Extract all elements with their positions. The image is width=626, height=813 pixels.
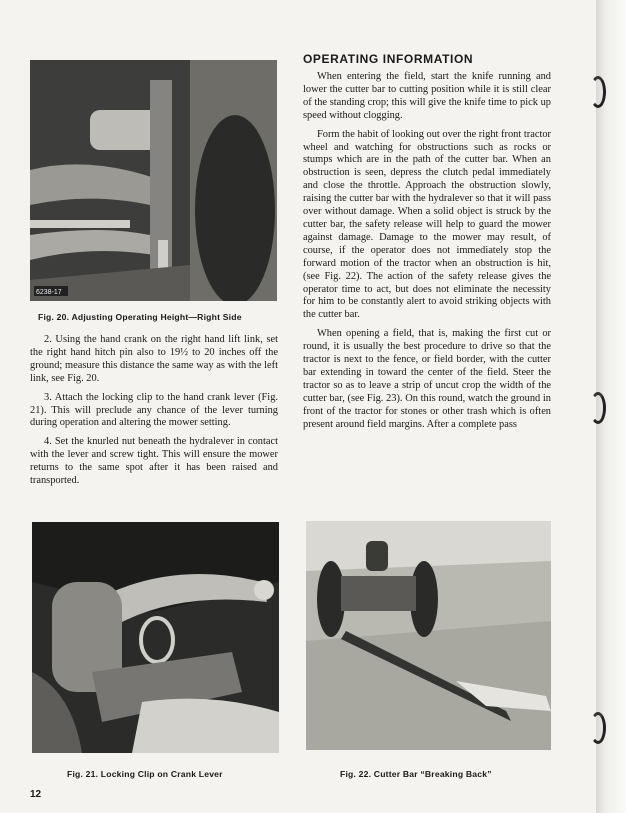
paragraph-step-3: 3. Attach the locking clip to the hand crank lever (Fig. 21). This will preclude any chance of the lever turning during operation and altering the mower setting. — [30, 391, 278, 429]
fig22-caption: Fig. 22. Cutter Bar “Breaking Back” — [340, 769, 492, 779]
fig21-photo — [32, 522, 279, 753]
section-heading: OPERATING INFORMATION — [303, 52, 474, 66]
fig20-photo — [30, 60, 277, 301]
fig21-caption: Fig. 21. Locking Clip on Crank Lever — [67, 769, 223, 779]
fig22-photo — [306, 521, 551, 750]
paragraph-obstructions: Form the habit of looking out over the right front tractor wheel and watching for obstructions such as rocks or stumps which are in the path of the cutter bar. When an obstruction is seen, depress the clutch pedal immediately and close the throttle. Approach the obstruction slowly, raising the cutter bar with the hydralever so that it will pass over without damage. When a solid object is struck by the cutter bar, the safety release will help to guard the mower against damage. Damage to the mower may result, of course, if the operator does not immediately stop the forward motion of the tractor when an obstruction is hit, (see Fig. 22). The action of the safety release gives the operator time to act, but does not eliminate the necessity for him to be constantly alert to avoid striking objects with the cutter bar. — [303, 128, 551, 321]
fig20-photo-label: 6238-17 — [36, 289, 62, 296]
paragraph-opening-field: When opening a field, that is, making the first cut or round, it is usually the best procedure to drive so that the tractor is next to the fence, or field border, with the cutter bar extending in toward the center of the field. Steer the tractor so as to leave a strip of uncut crop the width of the cutter bar, (see Fig. 23). On this round, watch the ground in front of the tractor for stones or other trash which is often present around field margins. After a complete pass — [303, 328, 551, 430]
paragraph-step-4: 4. Set the knurled nut beneath the hydralever in contact with the lever and screw tight. This will ensure the mower returns to the same spot after it has been raised and transported. — [30, 436, 278, 487]
left-column — [30, 334, 278, 494]
binder-tab-top — [590, 76, 606, 108]
binder-tab-middle — [590, 392, 606, 424]
paragraph-entering-field: When entering the field, start the knife running and lower the cutter bar to cutting position while it is still clear of the standing crop; this will give the knife time to pick up speed without clogging. — [303, 71, 551, 121]
right-column — [303, 71, 551, 437]
page-number: 12 — [30, 789, 42, 800]
paragraph-step-2: 2. Using the hand crank on the right hand lift link, set the right hand hitch pin also to 19½ to 20 inches off the ground; measure this distance the same way as with the left link, see Fig. 20. — [30, 334, 278, 384]
binder-tab-bottom — [590, 712, 606, 744]
fig20-caption: Fig. 20. Adjusting Operating Height—Right Side — [38, 312, 242, 322]
